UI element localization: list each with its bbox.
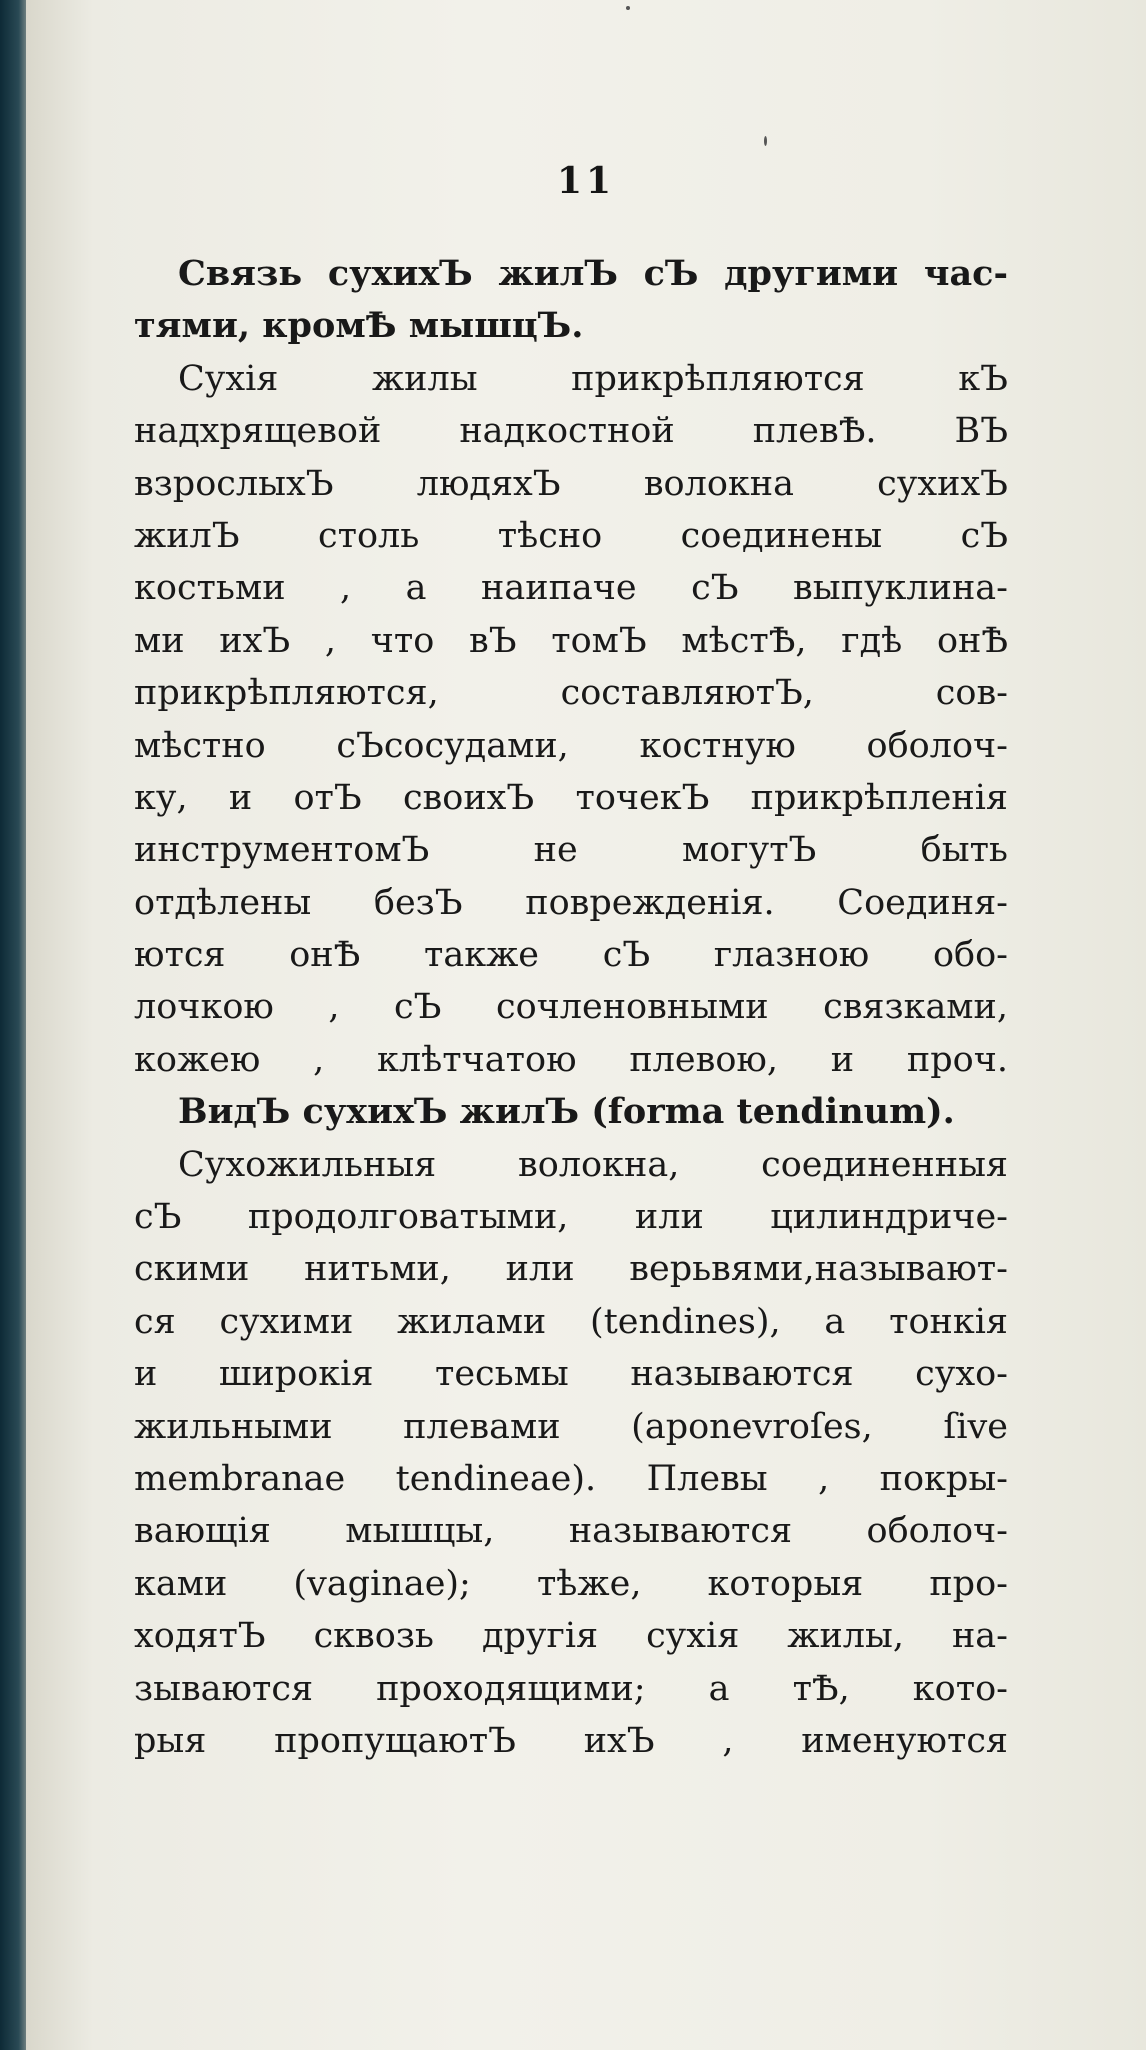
text-line: отдѣлены безЪ поврежденія. Соединя- — [134, 882, 1008, 923]
section-heading-text-line: тями, кромѢ мышцЪ. — [134, 305, 584, 347]
text-line: надхрящевой надкостной плевѢ. ВЪ — [134, 411, 1008, 452]
text-line: ками (vaginae); тѣже, которыя про- — [134, 1563, 1008, 1604]
text-line: сЪ продолговатыми, или цилиндриче- — [134, 1197, 1008, 1238]
text-line: ходятЪ сквозь другія сухія жилы, на- — [134, 1616, 1008, 1657]
text-line: взрослыхЪ людяхЪ волокна сухихЪ — [134, 463, 1008, 504]
text-line: инструментомЪ не могутЪ быть — [134, 830, 1008, 871]
text-line: жильными плевами (aponevroſes, ſive — [134, 1406, 1008, 1447]
text-line: мѣстно сЪсосудами, костную оболоч- — [134, 725, 1008, 766]
text-line: Сухія жилы прикрѣпляются кЪ — [178, 358, 1008, 399]
ink-speck — [626, 6, 630, 10]
text-line: лочкою , сЪ сочленовными связками, — [134, 987, 1008, 1028]
text-line: membranae tendineae). Плевы , покры- — [134, 1458, 1008, 1499]
section-heading-text-line: ВидЪ сухихЪ жилЪ (forma tendinum). — [178, 1091, 955, 1133]
text-line: прикрѣпляются, составляютЪ, сов- — [134, 673, 1008, 714]
text-line: костьми , а наипаче сЪ выпуклина- — [134, 568, 1008, 609]
text-line: и широкія тесьмы называются сухо- — [134, 1354, 1008, 1395]
text-line: скими нитьми, или верьвями,называют- — [134, 1249, 1008, 1290]
text-line: жилЪ столь тѣсно соединены сЪ — [134, 515, 1008, 556]
text-line: ются онѢ также сЪ глазною обо- — [134, 935, 1008, 976]
ink-speck — [764, 136, 767, 146]
text-line: зываются проходящими; а тѢ, кото- — [134, 1668, 1008, 1709]
text-line: ку, и отЪ своихЪ точекЪ прикрѣпленія — [134, 777, 1008, 818]
section-heading-text-line: Связь сухихЪ жилЪ сЪ другими час- — [178, 253, 1008, 294]
page-number: 11 — [556, 160, 616, 202]
text-line: ся сухими жилами (tendines), а тонкія — [134, 1301, 1008, 1342]
text-line: кожею , клѣтчатою плевою, и проч. — [134, 1039, 1008, 1080]
book-page — [26, 0, 1146, 2050]
text-line: рыя пропущаютЪ ихЪ , именуются — [134, 1720, 1008, 1761]
text-line: Сухожильныя волокна, соединенныя — [178, 1144, 1008, 1185]
text-line: вающія мышцы, называются оболоч- — [134, 1511, 1008, 1552]
body-text — [134, 248, 1008, 1767]
text-line: ми ихЪ , что вЪ томЪ мѣстѢ, гдѣ онѢ — [134, 620, 1008, 661]
